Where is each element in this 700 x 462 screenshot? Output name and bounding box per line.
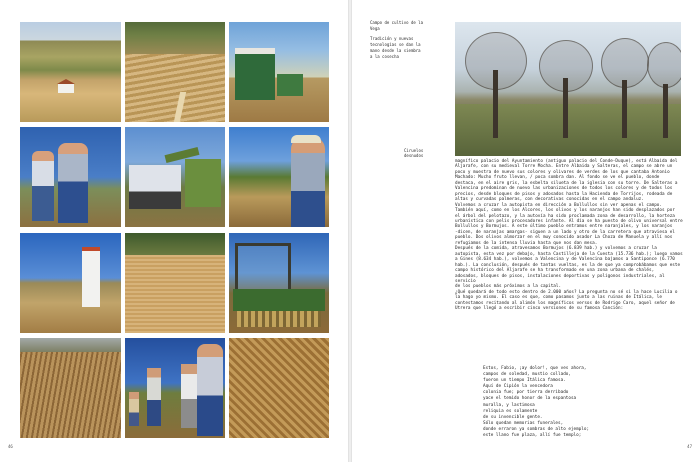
body-line: Bollullos y Bormujos. A este último pueblo entramos entre naranjales, y los naranjos [455, 224, 673, 230]
body-line: hab.). La conclusión, después de tantas vueltas, es la de que ya comprobábamos que este [455, 262, 681, 268]
right-page [352, 0, 700, 462]
photo-harvested-corn-closeup [229, 338, 329, 438]
body-line: pueblo. Dos olivos almorzar en el muy conocido asador La Choza de Manuela y allí nos [455, 235, 673, 241]
poem-line: este llano fue plaza, allí fue templo; [483, 433, 582, 439]
body-line: -dicen, de naranjas amargas- siguen a un lado y otro de la carretera que atraviesa el [455, 229, 675, 235]
tree-trunk [622, 80, 627, 138]
body-line: campo histórico del Aljarafe se ha transformado en una zona urbana de chalés, [455, 268, 655, 274]
caption-line: desnudos [404, 153, 424, 158]
body-line: poco y muestra de nuevo sus colores y olivares de verdes de los que cantaba Antonio [455, 169, 670, 175]
article-body [455, 159, 683, 312]
body-line: adosados, bloques de pisos, instalaciones deportivas y polígonos industriales, al servicio [455, 273, 665, 284]
photo-plowed-field [125, 22, 225, 122]
body-line: destaca, en el aire gris, la esbelta silueta de la iglesia con su torre. De Salteras a [455, 180, 678, 186]
poem-line: fueron un tiempo Itálica famosa. [483, 378, 566, 384]
poem-line: Aquí de Cipión la vencedora [483, 384, 553, 390]
caption-top [370, 20, 448, 60]
photo-farmhouse-fields [20, 22, 121, 122]
body-line: Machado: Mucho fruto llevan, / poca sombra dan. Al fondo se ve el pueblo, donde [455, 175, 660, 181]
photo-green-shed [229, 22, 329, 122]
body-line: Aljarafe, con su medieval Torre Mocha. Entre Albaida y Salteras, el campo se abre un [455, 164, 673, 170]
tree-trunk [493, 70, 498, 138]
body-line: Valencina predominan de nuevo las urbanizaciones de todos los colores y de todos los [455, 186, 673, 192]
body-line: precios, desde bloques de pisos y adosados hasta la Hacienda de Torrijos, rodeada de [455, 191, 673, 197]
poem-line: reliquia es solamente [483, 408, 538, 414]
caption-line: a la cosecha [370, 54, 399, 59]
caption-photo [404, 148, 448, 158]
body-line: autopista, esta vez por debajo, hasta Castilleja de la Cuesta (15.736 hab.); luego vamos [455, 251, 683, 257]
body-line: Volvemos a cruzar la autopista en dirección a Bollullos sin ver apenas el campo. [455, 202, 662, 208]
body-line: contestamos recitando al alimón los magníficos versos de Rodrigo Caro, aquel señor de [455, 300, 675, 306]
poem-line: Sólo quedan memorias funerales, [483, 420, 564, 426]
body-line: urbanística con pelis procesadores infante. Al día se ha puesto de olivo universal entre [455, 218, 683, 224]
caption-line: Campo de cultivo de la [370, 20, 423, 25]
body-line: de los pueblos más próximos a la capital. [455, 284, 562, 290]
page-number-right: 47 [687, 444, 692, 449]
poem-line: Estos, Fabio, ¡ay dolor!, que ves ahora, [483, 366, 587, 371]
photo-white-tower [20, 233, 121, 333]
body-line: refugiamos de la intensa lluvia hasta que nos dan mesa. [455, 240, 598, 246]
photo-farmer-cornfield [229, 127, 329, 227]
photo-tractor-cab [229, 233, 329, 333]
photo-corn-stubble [20, 338, 121, 438]
body-line: ¿Qué quedará de todo esto dentro de 2.000 años? La pregunta no sé si la hace Lucilia o [455, 289, 678, 295]
poem-line: de su invencible gente. [483, 414, 543, 420]
page-number-left: 46 [8, 444, 13, 449]
poem-line: campos de soledad, mustio collado, [483, 372, 571, 378]
poem-quote [483, 366, 653, 439]
poem-line: colonia fue; por tierra derribado [483, 390, 569, 396]
body-line: También aquí, como en los Alcores, los olivos y los naranjos han sido desplazados por [455, 208, 675, 214]
caption-line: Tradición y nuevas [370, 36, 414, 41]
poem-line: yace el temido honor de la espantosa [483, 396, 577, 402]
caption-line: tecnologías se dan la [370, 42, 421, 47]
tree-trunk [563, 78, 568, 138]
photo-men-in-field [125, 338, 225, 438]
tree-crown [647, 42, 681, 88]
poem-line: donde erraron ya sombras de alto ejemplo; [483, 426, 590, 432]
photo-two-farmers [20, 127, 121, 227]
photo-truck-harvester [125, 127, 225, 227]
photo-stubble-field [125, 233, 225, 333]
poem-line: muralla, y lastimosa [483, 402, 535, 408]
caption-line: Vega [370, 26, 380, 31]
body-line: la hago yo mismo. El caso es que, como pasamos junto a las ruinas de Itálica, le [455, 295, 662, 301]
photo-plum-orchard [455, 22, 681, 156]
body-line: el árbol del pelotazo, y la autovía ha sido proclamada zona de desarrollo, la horteza [455, 213, 675, 219]
body-line: magnífico palacio del Ayuntamiento (antiguo palacio del Conde-Duque), está Albaida del [455, 159, 678, 164]
tree-trunk [663, 84, 668, 138]
body-line: a Gines (8.634 hab.), volvemos a Valencina y de Valencina bajamos a Santiponce (6.770 [455, 257, 675, 263]
left-page [0, 0, 348, 462]
body-line: Utrera que llegó a escribir cinco versiones de su famosa Canción: [455, 306, 624, 312]
farmhouse [58, 84, 74, 93]
caption-line: mano desde la siembra [370, 48, 421, 53]
body-line: Después de la comida, atravesamos Bormujos (6.839 hab.) y volvemos a cruzar la [455, 246, 657, 252]
body-line: altas y curvadas palmeras, con decorativas conocidas en el campo andaluz. [455, 197, 644, 203]
caption-line: Ciruelos [404, 148, 424, 153]
